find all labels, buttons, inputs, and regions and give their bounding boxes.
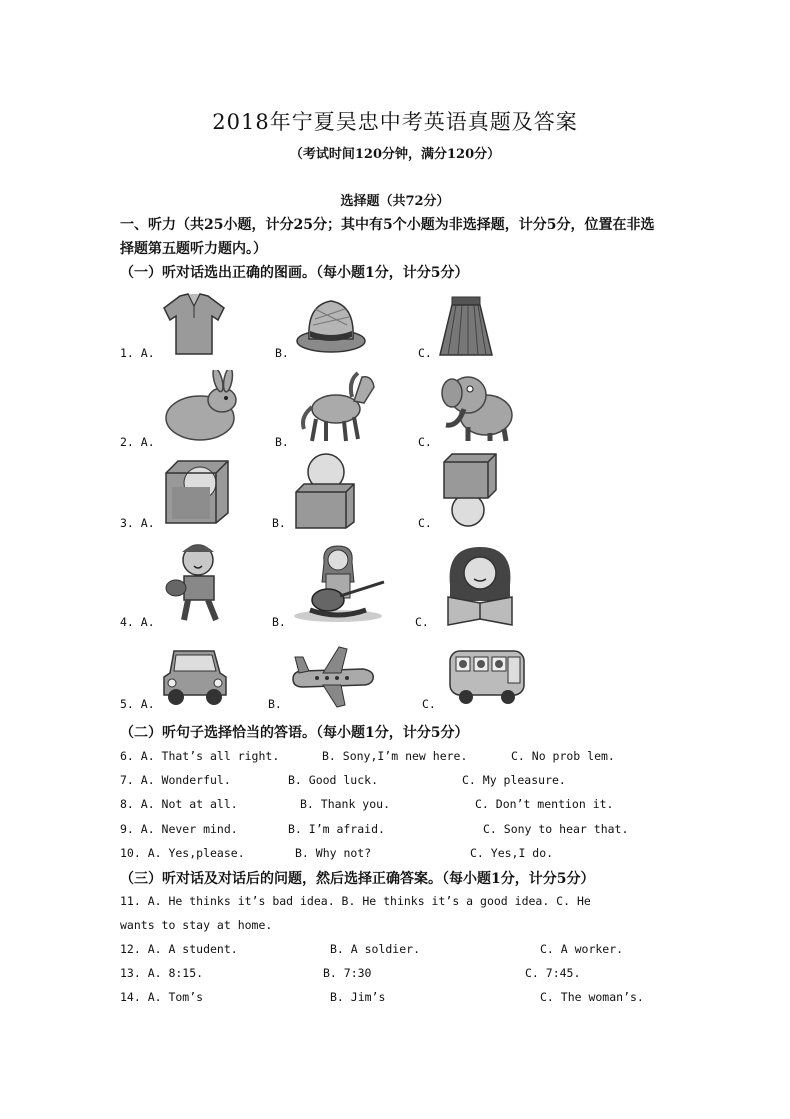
q3-label: 3. A. [120, 516, 155, 530]
section-1-line-1: 一、听力（共25小题，计分25分；其中有5个小题为非选择题，计分5分，位置在非选 [120, 217, 655, 233]
girl-reading-icon [440, 545, 520, 627]
q12-option-a: 12. A. A student. [120, 942, 238, 956]
section-1-line-2: 择题第五题听力题内。） [120, 241, 267, 257]
q2-label: 2. A. [120, 435, 155, 449]
q14-option-b: B. Jim’s [330, 990, 386, 1004]
q11-line-2: wants to stay at home. [120, 918, 273, 932]
box-on-ball-icon [440, 450, 500, 528]
q4-option-c: C. [415, 615, 429, 629]
q1-option-c: C. [418, 346, 432, 360]
q6-option-a: 6. A. That’s all right. [120, 749, 280, 763]
q13-option-a: 13. A. 8:15. [120, 966, 204, 980]
q12-option-b: B. A soldier. [330, 942, 421, 956]
part-2-heading: （二）听句子选择恰当的答语。（每小题1分，计分5分） [120, 725, 469, 741]
skirt-icon [438, 295, 494, 359]
q7-option-b: B. Good luck. [288, 773, 379, 787]
q3-option-b: B. [272, 516, 286, 530]
hat-icon [295, 295, 367, 357]
q9-option-c: C. Sony to hear that. [483, 822, 629, 836]
q6-option-c: C. No prob lem. [511, 749, 615, 763]
q8-option-a: 8. A. Not at all. [120, 797, 238, 811]
q10-option-a: 10. A. Yes,please. [120, 846, 245, 860]
q3-option-c: C. [418, 516, 432, 530]
horse-icon [298, 367, 380, 445]
q8-option-b: B. Thank you. [300, 797, 391, 811]
q4-option-b: B. [272, 615, 286, 629]
q1-option-b: B. [275, 346, 289, 360]
q13-option-b: B. 7:30 [323, 966, 372, 980]
q4-label: 4. A. [120, 615, 155, 629]
girl-guitar-icon [292, 542, 388, 622]
q2-option-b: B. [275, 435, 289, 449]
q5-option-b: B. [268, 697, 282, 711]
ball-in-box-icon [162, 457, 232, 527]
shirt-icon [160, 290, 228, 358]
part-3-heading: （三）听对话及对话后的问题，然后选择正确答案。（每小题1分，计分5分） [120, 871, 595, 887]
q1-label: 1. A. [120, 346, 155, 360]
rabbit-icon [160, 370, 244, 444]
q8-option-c: C. Don’t mention it. [475, 797, 614, 811]
q7-option-c: C. My pleasure. [462, 773, 566, 787]
part-heading: 选择题（共72分） [340, 194, 450, 209]
bus-icon [446, 645, 528, 707]
q10-option-b: B. Why not? [295, 846, 372, 860]
q5-label: 5. A. [120, 697, 155, 711]
q7-option-a: 7. A. Wonderful. [120, 773, 231, 787]
q10-option-c: C. Yes,I do. [470, 846, 554, 860]
car-icon [160, 643, 230, 709]
part-1-heading: （一）听对话选出正确的图画。（每小题1分，计分5分） [120, 265, 469, 281]
exam-info: （考试时间120分钟，满分120分） [289, 147, 501, 162]
page-title: 2018年宁夏吴忠中考英语真题及答案 [212, 110, 578, 134]
q6-option-b: B. Sony,I’m new here. [322, 749, 468, 763]
plane-icon [287, 645, 377, 709]
q13-option-c: C. 7:45. [525, 966, 581, 980]
q2-option-c: C. [418, 435, 432, 449]
q5-option-c: C. [422, 697, 436, 711]
boy-playing-ball-icon [160, 540, 244, 624]
elephant-icon [438, 367, 518, 443]
ball-on-box-icon [292, 452, 358, 530]
q11-line-1: 11. A. He thinks it’s bad idea. B. He thinks it’s a good idea. C. He [120, 894, 591, 908]
q14-option-a: 14. A. Tom’s [120, 990, 204, 1004]
q9-option-b: B. I’m afraid. [288, 822, 385, 836]
q9-option-a: 9. A. Never mind. [120, 822, 238, 836]
q12-option-c: C. A worker. [540, 942, 624, 956]
q14-option-c: C. The woman’s. [540, 990, 644, 1004]
